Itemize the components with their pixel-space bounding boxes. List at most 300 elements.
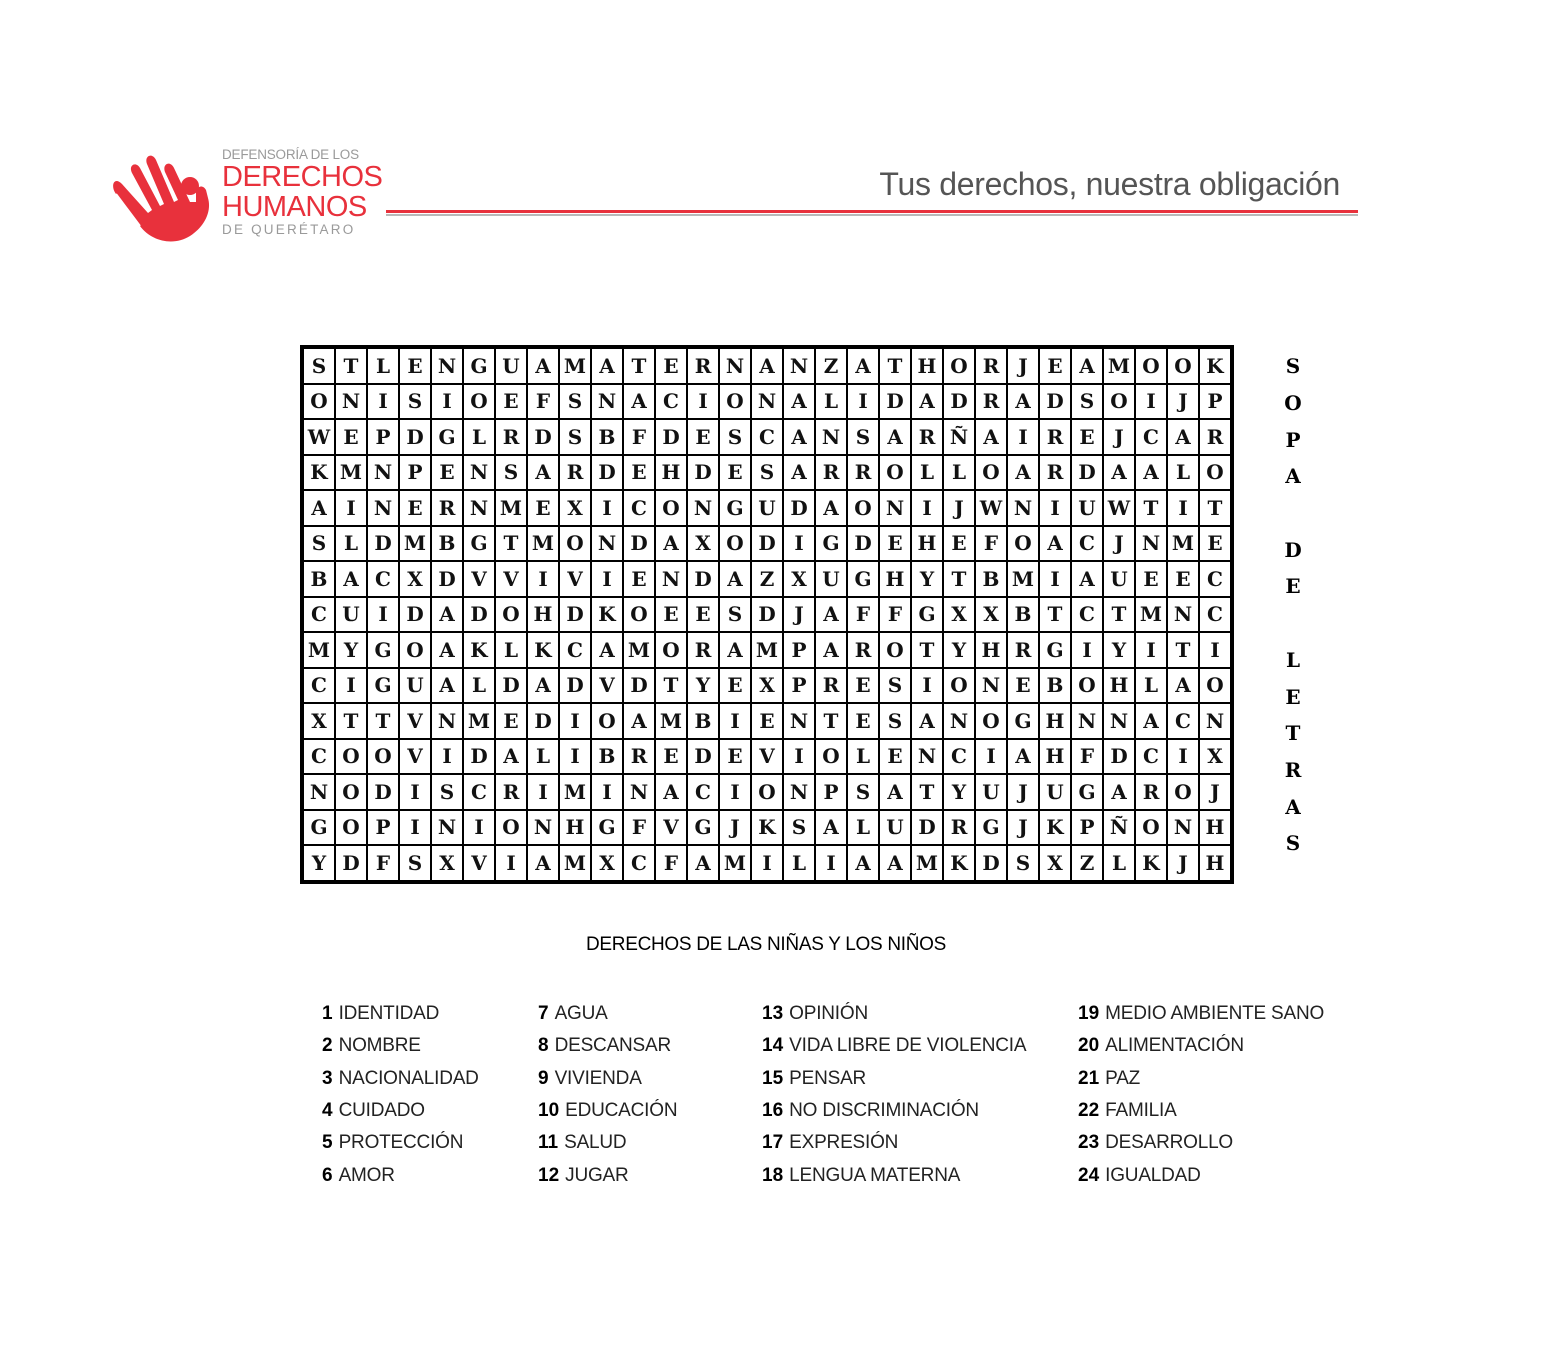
grid-cell[interactable]: L [784,846,814,880]
grid-cell[interactable]: X [560,491,590,525]
grid-cell[interactable]: C [1168,704,1198,738]
grid-cell[interactable]: A [1072,562,1102,596]
grid-cell[interactable]: A [688,846,718,880]
grid-cell[interactable]: Ñ [1104,811,1134,845]
grid-cell[interactable]: S [304,527,334,561]
grid-cell[interactable]: M [1168,527,1198,561]
grid-cell[interactable]: E [1072,420,1102,454]
grid-cell[interactable]: C [1136,420,1166,454]
grid-cell[interactable]: O [1072,669,1102,703]
grid-cell[interactable]: S [720,420,750,454]
grid-cell[interactable]: B [592,420,622,454]
grid-cell[interactable]: N [656,562,686,596]
grid-cell[interactable]: D [944,385,974,419]
grid-cell[interactable]: D [1104,740,1134,774]
grid-cell[interactable]: L [528,740,558,774]
grid-cell[interactable]: M [752,633,782,667]
grid-cell[interactable]: G [368,633,398,667]
grid-cell[interactable]: M [912,846,942,880]
grid-cell[interactable]: N [1168,598,1198,632]
grid-cell[interactable]: T [1200,491,1230,525]
grid-cell[interactable]: E [1200,527,1230,561]
grid-cell[interactable]: K [528,633,558,667]
grid-cell[interactable]: V [560,562,590,596]
grid-cell[interactable]: P [1200,385,1230,419]
grid-cell[interactable]: X [592,846,622,880]
grid-cell[interactable]: E [656,598,686,632]
grid-cell[interactable]: T [624,349,654,383]
grid-cell[interactable]: C [656,385,686,419]
grid-cell[interactable]: I [688,385,718,419]
grid-cell[interactable]: R [496,775,526,809]
grid-cell[interactable]: R [496,420,526,454]
grid-cell[interactable]: Y [1104,633,1134,667]
grid-cell[interactable]: I [976,740,1006,774]
grid-cell[interactable]: X [1040,846,1070,880]
grid-cell[interactable]: O [1168,775,1198,809]
grid-cell[interactable]: N [1136,527,1166,561]
grid-cell[interactable]: S [432,775,462,809]
grid-cell[interactable]: R [1040,456,1070,490]
grid-cell[interactable]: L [496,633,526,667]
grid-cell[interactable]: P [816,775,846,809]
grid-cell[interactable]: R [976,349,1006,383]
grid-cell[interactable]: D [528,420,558,454]
grid-cell[interactable]: O [656,491,686,525]
grid-cell[interactable]: D [688,456,718,490]
grid-cell[interactable]: A [784,456,814,490]
grid-cell[interactable]: I [848,385,878,419]
grid-cell[interactable]: B [432,527,462,561]
grid-cell[interactable]: G [976,811,1006,845]
grid-cell[interactable]: E [656,349,686,383]
grid-cell[interactable]: D [400,598,430,632]
grid-cell[interactable]: B [592,740,622,774]
grid-cell[interactable]: D [496,669,526,703]
grid-cell[interactable]: A [880,775,910,809]
grid-cell[interactable]: E [848,669,878,703]
grid-cell[interactable]: X [976,598,1006,632]
grid-cell[interactable]: R [688,349,718,383]
grid-cell[interactable]: J [1200,775,1230,809]
grid-cell[interactable]: O [336,811,366,845]
grid-cell[interactable]: I [912,669,942,703]
grid-cell[interactable]: O [1136,811,1166,845]
grid-cell[interactable]: K [304,456,334,490]
grid-cell[interactable]: D [688,562,718,596]
grid-cell[interactable]: O [1008,527,1038,561]
grid-cell[interactable]: O [1104,385,1134,419]
grid-cell[interactable]: N [720,349,750,383]
grid-cell[interactable]: F [624,811,654,845]
grid-cell[interactable]: A [784,420,814,454]
grid-cell[interactable]: V [400,704,430,738]
grid-cell[interactable]: T [496,527,526,561]
grid-cell[interactable]: H [1200,811,1230,845]
grid-cell[interactable]: C [688,775,718,809]
grid-cell[interactable]: I [336,491,366,525]
grid-cell[interactable]: A [624,385,654,419]
grid-cell[interactable]: A [1040,527,1070,561]
grid-cell[interactable]: C [752,420,782,454]
grid-cell[interactable]: A [304,491,334,525]
grid-cell[interactable]: I [1136,633,1166,667]
grid-cell[interactable]: N [1168,811,1198,845]
grid-cell[interactable]: X [1200,740,1230,774]
grid-cell[interactable]: O [1136,349,1166,383]
grid-cell[interactable]: S [496,456,526,490]
grid-cell[interactable]: D [464,598,494,632]
grid-cell[interactable]: I [432,740,462,774]
grid-cell[interactable]: I [592,775,622,809]
grid-cell[interactable]: B [1008,598,1038,632]
grid-cell[interactable]: C [624,846,654,880]
grid-cell[interactable]: E [624,456,654,490]
grid-cell[interactable]: L [848,740,878,774]
grid-cell[interactable]: E [1136,562,1166,596]
grid-cell[interactable]: E [496,385,526,419]
grid-cell[interactable]: N [784,349,814,383]
grid-cell[interactable]: G [368,669,398,703]
grid-cell[interactable]: D [624,527,654,561]
grid-cell[interactable]: J [1168,385,1198,419]
grid-cell[interactable]: A [752,349,782,383]
grid-cell[interactable]: V [592,669,622,703]
grid-cell[interactable]: Y [912,562,942,596]
grid-cell[interactable]: T [880,349,910,383]
grid-cell[interactable]: C [304,598,334,632]
grid-cell[interactable]: A [432,633,462,667]
grid-cell[interactable]: I [368,385,398,419]
grid-cell[interactable]: T [912,775,942,809]
grid-cell[interactable]: B [1040,669,1070,703]
grid-cell[interactable]: A [656,775,686,809]
grid-cell[interactable]: D [464,740,494,774]
grid-cell[interactable]: A [336,562,366,596]
grid-cell[interactable]: S [560,420,590,454]
grid-cell[interactable]: F [880,598,910,632]
grid-cell[interactable]: G [592,811,622,845]
grid-cell[interactable]: M [720,846,750,880]
grid-cell[interactable]: G [816,527,846,561]
grid-cell[interactable]: W [1104,491,1134,525]
grid-cell[interactable]: R [944,811,974,845]
grid-cell[interactable]: S [400,385,430,419]
grid-cell[interactable]: Y [688,669,718,703]
grid-cell[interactable]: N [528,811,558,845]
grid-cell[interactable]: N [976,669,1006,703]
grid-cell[interactable]: O [816,740,846,774]
grid-cell[interactable]: I [528,775,558,809]
grid-cell[interactable]: A [816,633,846,667]
grid-cell[interactable]: G [720,491,750,525]
grid-cell[interactable]: B [976,562,1006,596]
grid-cell[interactable]: L [1136,669,1166,703]
grid-cell[interactable]: O [976,704,1006,738]
grid-cell[interactable]: G [1008,704,1038,738]
grid-cell[interactable]: G [464,349,494,383]
grid-cell[interactable]: A [1168,669,1198,703]
grid-cell[interactable]: I [1008,420,1038,454]
grid-cell[interactable]: H [1104,669,1134,703]
grid-cell[interactable]: O [944,669,974,703]
grid-cell[interactable]: A [720,633,750,667]
grid-cell[interactable]: N [464,456,494,490]
grid-cell[interactable]: T [1104,598,1134,632]
grid-cell[interactable]: A [976,420,1006,454]
grid-cell[interactable]: V [496,562,526,596]
grid-cell[interactable]: D [656,420,686,454]
grid-cell[interactable]: I [592,562,622,596]
grid-cell[interactable]: R [1008,633,1038,667]
grid-cell[interactable]: R [976,385,1006,419]
grid-cell[interactable]: N [752,385,782,419]
grid-cell[interactable]: H [912,349,942,383]
grid-cell[interactable]: A [1136,456,1166,490]
grid-cell[interactable]: E [528,491,558,525]
grid-cell[interactable]: I [784,527,814,561]
grid-cell[interactable]: A [528,669,558,703]
grid-cell[interactable]: A [816,598,846,632]
grid-cell[interactable]: D [784,491,814,525]
grid-cell[interactable]: R [816,669,846,703]
grid-cell[interactable]: A [1104,456,1134,490]
grid-cell[interactable]: S [560,385,590,419]
grid-cell[interactable]: A [528,456,558,490]
grid-cell[interactable]: D [912,811,942,845]
grid-cell[interactable]: L [816,385,846,419]
grid-cell[interactable]: O [976,456,1006,490]
grid-cell[interactable]: T [816,704,846,738]
grid-cell[interactable]: V [464,846,494,880]
grid-cell[interactable]: R [1200,420,1230,454]
grid-cell[interactable]: T [368,704,398,738]
grid-cell[interactable]: O [496,811,526,845]
grid-cell[interactable]: M [400,527,430,561]
grid-cell[interactable]: J [1104,420,1134,454]
grid-cell[interactable]: E [1008,669,1038,703]
grid-cell[interactable]: T [656,669,686,703]
grid-cell[interactable]: T [912,633,942,667]
grid-cell[interactable]: F [1072,740,1102,774]
grid-cell[interactable]: D [1040,385,1070,419]
grid-cell[interactable]: A [1104,775,1134,809]
grid-cell[interactable]: E [400,491,430,525]
grid-cell[interactable]: H [1040,704,1070,738]
grid-cell[interactable]: O [400,633,430,667]
grid-cell[interactable]: O [656,633,686,667]
grid-cell[interactable]: T [336,349,366,383]
grid-cell[interactable]: Z [752,562,782,596]
grid-cell[interactable]: F [976,527,1006,561]
grid-cell[interactable]: M [1008,562,1038,596]
grid-cell[interactable]: E [944,527,974,561]
grid-cell[interactable]: G [1072,775,1102,809]
grid-cell[interactable]: W [304,420,334,454]
grid-cell[interactable]: I [592,491,622,525]
grid-cell[interactable]: D [368,527,398,561]
grid-cell[interactable]: M [496,491,526,525]
grid-cell[interactable]: R [816,456,846,490]
grid-cell[interactable]: E [880,527,910,561]
grid-cell[interactable]: I [720,704,750,738]
grid-cell[interactable]: G [1040,633,1070,667]
grid-cell[interactable]: N [1008,491,1038,525]
grid-cell[interactable]: K [592,598,622,632]
grid-cell[interactable]: D [624,669,654,703]
grid-cell[interactable]: K [1136,846,1166,880]
grid-cell[interactable]: X [304,704,334,738]
grid-cell[interactable]: I [1168,740,1198,774]
grid-cell[interactable]: D [880,385,910,419]
grid-cell[interactable]: I [1200,633,1230,667]
grid-cell[interactable]: A [528,349,558,383]
grid-cell[interactable]: C [1200,562,1230,596]
grid-cell[interactable]: D [528,704,558,738]
grid-cell[interactable]: F [656,846,686,880]
grid-cell[interactable]: D [752,598,782,632]
grid-cell[interactable]: I [368,598,398,632]
grid-cell[interactable]: S [880,669,910,703]
grid-cell[interactable]: X [784,562,814,596]
grid-cell[interactable]: Y [304,846,334,880]
grid-cell[interactable]: X [688,527,718,561]
grid-cell[interactable]: R [624,740,654,774]
grid-cell[interactable]: N [1072,704,1102,738]
grid-cell[interactable]: A [848,349,878,383]
grid-cell[interactable]: M [656,704,686,738]
grid-cell[interactable]: S [880,704,910,738]
grid-cell[interactable]: I [752,846,782,880]
grid-cell[interactable]: A [1168,420,1198,454]
grid-cell[interactable]: I [720,775,750,809]
grid-cell[interactable]: J [1008,775,1038,809]
grid-cell[interactable]: D [848,527,878,561]
grid-cell[interactable]: H [880,562,910,596]
grid-cell[interactable]: I [1136,385,1166,419]
grid-cell[interactable]: V [400,740,430,774]
grid-cell[interactable]: N [304,775,334,809]
grid-cell[interactable]: C [368,562,398,596]
grid-cell[interactable]: V [656,811,686,845]
grid-cell[interactable]: O [1168,349,1198,383]
grid-cell[interactable]: E [688,420,718,454]
grid-cell[interactable]: N [784,775,814,809]
grid-cell[interactable]: T [1136,491,1166,525]
grid-cell[interactable]: Y [944,633,974,667]
grid-cell[interactable]: C [304,669,334,703]
grid-cell[interactable]: U [1040,775,1070,809]
grid-cell[interactable]: I [1168,491,1198,525]
grid-cell[interactable]: J [944,491,974,525]
grid-cell[interactable]: H [912,527,942,561]
grid-cell[interactable]: U [752,491,782,525]
grid-cell[interactable]: D [400,420,430,454]
grid-cell[interactable]: P [400,456,430,490]
grid-cell[interactable]: C [1072,598,1102,632]
grid-cell[interactable]: N [944,704,974,738]
grid-cell[interactable]: A [880,846,910,880]
grid-cell[interactable]: T [1168,633,1198,667]
grid-cell[interactable]: H [1040,740,1070,774]
grid-cell[interactable]: O [304,385,334,419]
grid-cell[interactable]: U [1072,491,1102,525]
grid-cell[interactable]: E [720,669,750,703]
grid-cell[interactable]: O [1200,669,1230,703]
grid-cell[interactable]: T [1040,598,1070,632]
grid-cell[interactable]: R [848,633,878,667]
grid-cell[interactable]: I [400,775,430,809]
grid-cell[interactable]: K [1040,811,1070,845]
grid-cell[interactable]: P [368,811,398,845]
grid-cell[interactable]: N [336,385,366,419]
grid-cell[interactable]: A [432,669,462,703]
grid-cell[interactable]: C [1072,527,1102,561]
grid-cell[interactable]: R [560,456,590,490]
grid-cell[interactable]: G [304,811,334,845]
grid-cell[interactable]: A [912,385,942,419]
grid-cell[interactable]: A [496,740,526,774]
grid-cell[interactable]: G [688,811,718,845]
grid-cell[interactable]: Y [944,775,974,809]
grid-cell[interactable]: E [496,704,526,738]
grid-cell[interactable]: L [912,456,942,490]
grid-cell[interactable]: U [336,598,366,632]
grid-cell[interactable]: M [560,775,590,809]
grid-cell[interactable]: P [784,633,814,667]
grid-cell[interactable]: E [752,704,782,738]
grid-cell[interactable]: D [336,846,366,880]
grid-cell[interactable]: K [752,811,782,845]
grid-cell[interactable]: R [688,633,718,667]
grid-cell[interactable]: S [752,456,782,490]
grid-cell[interactable]: A [816,811,846,845]
grid-cell[interactable]: R [848,456,878,490]
grid-cell[interactable]: C [944,740,974,774]
grid-cell[interactable]: N [880,491,910,525]
grid-cell[interactable]: O [752,775,782,809]
grid-cell[interactable]: A [528,846,558,880]
grid-cell[interactable]: A [624,704,654,738]
grid-cell[interactable]: Ñ [944,420,974,454]
grid-cell[interactable]: X [400,562,430,596]
grid-cell[interactable]: N [464,491,494,525]
grid-cell[interactable]: F [848,598,878,632]
grid-cell[interactable]: I [816,846,846,880]
grid-cell[interactable]: F [624,420,654,454]
grid-cell[interactable]: J [784,598,814,632]
grid-cell[interactable]: P [368,420,398,454]
grid-cell[interactable]: A [1008,740,1038,774]
grid-cell[interactable]: C [624,491,654,525]
grid-cell[interactable]: J [720,811,750,845]
grid-cell[interactable]: T [336,704,366,738]
grid-cell[interactable]: I [560,740,590,774]
grid-cell[interactable]: U [496,349,526,383]
grid-cell[interactable]: V [464,562,494,596]
grid-cell[interactable]: S [1008,846,1038,880]
grid-cell[interactable]: C [1136,740,1166,774]
grid-cell[interactable]: M [624,633,654,667]
grid-cell[interactable]: C [1200,598,1230,632]
grid-cell[interactable]: E [688,598,718,632]
grid-cell[interactable]: S [720,598,750,632]
grid-cell[interactable]: D [1072,456,1102,490]
grid-cell[interactable]: F [368,846,398,880]
grid-cell[interactable]: A [1008,385,1038,419]
grid-cell[interactable]: G [848,562,878,596]
grid-cell[interactable]: U [816,562,846,596]
